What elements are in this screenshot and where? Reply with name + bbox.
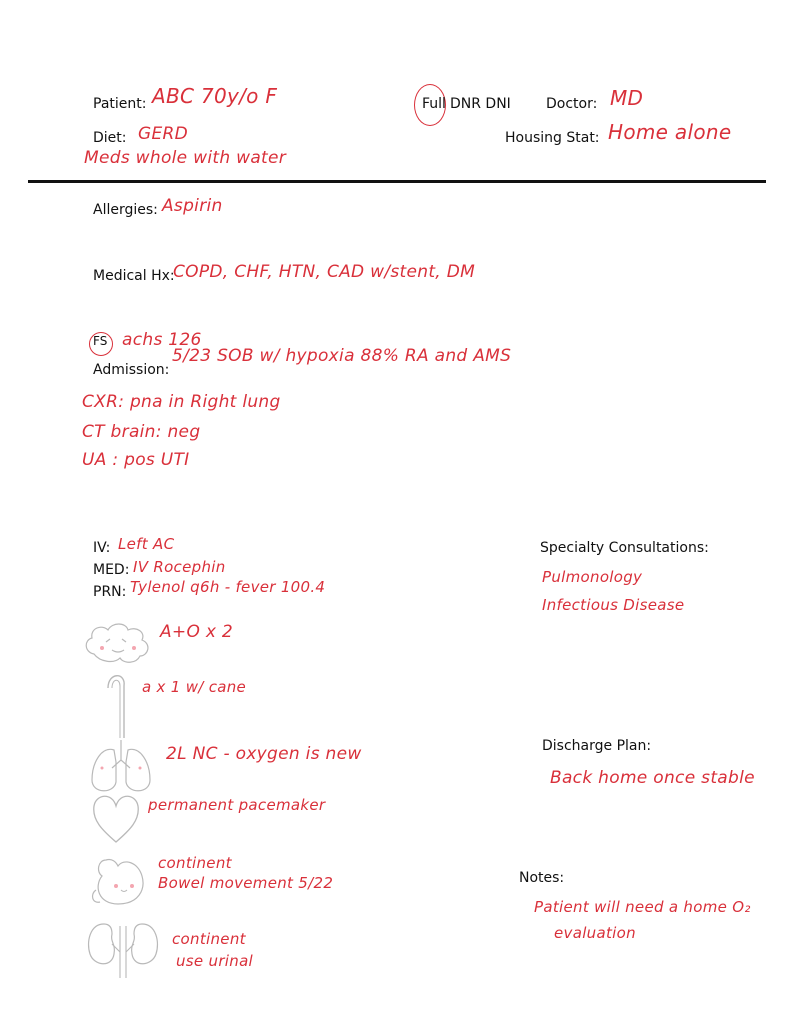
- discharge-label: Discharge Plan:: [542, 738, 652, 754]
- stomach-icon: [88, 852, 152, 910]
- admission-label: Admission:: [93, 362, 170, 378]
- gi-note-2: Bowel movement 5/22: [158, 874, 334, 892]
- gi-note-1: continent: [158, 854, 232, 872]
- notes-line-1: Patient will need a home O₂: [534, 898, 751, 916]
- kidneys-icon: [82, 920, 164, 982]
- lungs-icon: [86, 738, 156, 798]
- iv-value: Left AC: [118, 535, 175, 553]
- consult-item-2: Infectious Disease: [542, 596, 685, 614]
- doctor-value: MD: [610, 86, 644, 110]
- consults-label: Specialty Consultations:: [540, 540, 709, 556]
- resp-note: 2L NC - oxygen is new: [166, 744, 362, 764]
- code-dnr-label: DNR DNI: [450, 96, 511, 112]
- notes-line-2: evaluation: [554, 924, 636, 942]
- diet-value: GERD: [138, 124, 189, 144]
- admission-value: 5/23 SOB w/ hypoxia 88% RA and AMS: [172, 346, 512, 366]
- cardiac-note: permanent pacemaker: [148, 796, 326, 814]
- doctor-label: Doctor:: [546, 96, 598, 112]
- brain-cloud-icon: [82, 618, 154, 666]
- neuro-note: A+O x 2: [160, 622, 234, 642]
- med-value: IV Rocephin: [133, 558, 226, 576]
- prn-label: PRN:: [93, 584, 127, 600]
- allergies-label: Allergies:: [93, 202, 158, 218]
- fs-value: achs 126: [122, 330, 202, 350]
- gu-note-2: use urinal: [176, 952, 254, 970]
- iv-label: IV:: [93, 540, 111, 556]
- header-divider: [28, 180, 766, 183]
- medical-hx-value: COPD, CHF, HTN, CAD w/stent, DM: [173, 262, 476, 282]
- diet-label: Diet:: [93, 130, 127, 146]
- meds-note: Meds whole with water: [84, 148, 287, 168]
- prn-value: Tylenol q6h - fever 100.4: [130, 578, 326, 596]
- housing-label: Housing Stat:: [505, 130, 600, 146]
- heart-icon: [90, 790, 142, 846]
- mobility-note: a x 1 w/ cane: [142, 678, 247, 696]
- consult-item-1: Pulmonology: [542, 568, 643, 586]
- medical-hx-label: Medical Hx:: [93, 268, 175, 284]
- code-full-label: Full: [422, 96, 446, 112]
- housing-value: Home alone: [608, 120, 732, 144]
- patient-value: ABC 70y/o F: [152, 84, 278, 108]
- med-label: MED:: [93, 562, 130, 578]
- patient-label: Patient:: [93, 96, 147, 112]
- cane-icon: [104, 668, 128, 740]
- allergies-value: Aspirin: [162, 196, 223, 216]
- finding-ct: CT brain: neg: [82, 422, 201, 442]
- gu-note-1: continent: [172, 930, 246, 948]
- finding-ua: UA : pos UTI: [82, 450, 190, 470]
- discharge-value: Back home once stable: [550, 768, 755, 788]
- notes-label: Notes:: [519, 870, 565, 886]
- fs-label: FS: [93, 334, 108, 348]
- finding-cxr: CXR: pna in Right lung: [82, 392, 281, 412]
